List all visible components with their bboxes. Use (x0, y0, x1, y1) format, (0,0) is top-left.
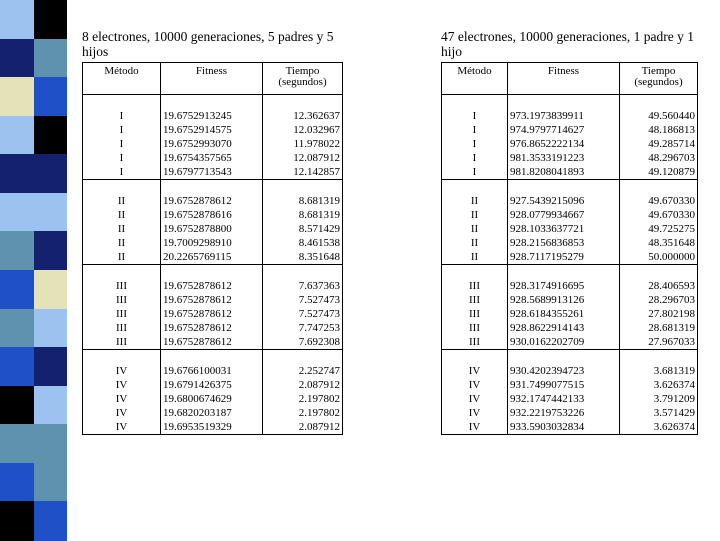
time-cell: 8.351648 (263, 250, 343, 265)
time-cell: 48.296703 (620, 151, 698, 165)
method-cell: I (83, 137, 161, 151)
method-cell: II (442, 250, 508, 265)
method-cell: I (442, 151, 508, 165)
time-cell: 49.560440 (620, 109, 698, 123)
table-row (83, 406, 343, 420)
time-cell: 28.406593 (620, 279, 698, 293)
decorative-stripe (34, 270, 67, 310)
time-cell: 3.626374 (620, 420, 698, 435)
table-row (83, 109, 343, 123)
left-group-spacer (83, 350, 343, 365)
time-cell: 28.296703 (620, 293, 698, 307)
fitness-cell: 19.6953519329 (161, 420, 263, 435)
fitness-cell: 19.6752878612 (161, 321, 263, 335)
time-cell: 12.362637 (263, 109, 343, 123)
method-cell: II (83, 250, 161, 265)
fitness-cell: 932.2219753226 (508, 406, 620, 420)
decorative-stripe (34, 231, 67, 271)
decorative-stripe (34, 116, 67, 156)
fitness-cell: 928.5689913126 (508, 293, 620, 307)
time-cell: 28.681319 (620, 321, 698, 335)
right-header-time: Tiempo (segundos) (620, 63, 698, 95)
method-cell: I (442, 123, 508, 137)
right-caption: 47 electrones, 10000 generaciones, 1 padre y 1 hijo (441, 29, 695, 59)
right-results-table (441, 62, 698, 435)
method-cell: II (442, 236, 508, 250)
left-header-row (83, 63, 343, 95)
method-cell: II (83, 236, 161, 250)
method-cell: III (442, 279, 508, 293)
fitness-cell: 981.3533191223 (508, 151, 620, 165)
fitness-cell: 20.2265769115 (161, 250, 263, 265)
time-cell: 49.670330 (620, 208, 698, 222)
table-row (442, 151, 698, 165)
fitness-cell: 19.6752878612 (161, 335, 263, 350)
fitness-cell: 974.9797714627 (508, 123, 620, 137)
method-cell: I (83, 109, 161, 123)
method-cell: IV (83, 392, 161, 406)
method-cell: II (83, 222, 161, 236)
table-row (442, 406, 698, 420)
fitness-cell: 928.3174916695 (508, 279, 620, 293)
method-cell: III (83, 321, 161, 335)
fitness-cell: 19.6752878612 (161, 194, 263, 208)
table-row (442, 109, 698, 123)
table-row (442, 165, 698, 180)
fitness-cell: 19.6752878612 (161, 293, 263, 307)
time-cell: 12.032967 (263, 123, 343, 137)
left-group-spacer (83, 95, 343, 110)
method-cell: III (83, 335, 161, 350)
method-cell: IV (442, 364, 508, 378)
time-cell: 11.978022 (263, 137, 343, 151)
fitness-cell: 19.6820203187 (161, 406, 263, 420)
fitness-cell: 930.0162202709 (508, 335, 620, 350)
time-cell: 7.527473 (263, 307, 343, 321)
right-group-spacer (442, 95, 698, 110)
fitness-cell: 19.6752878616 (161, 208, 263, 222)
fitness-cell: 19.6752878612 (161, 279, 263, 293)
method-cell: I (442, 137, 508, 151)
fitness-cell: 19.6800674629 (161, 392, 263, 406)
decorative-stripe (0, 501, 34, 541)
table-row (442, 420, 698, 435)
fitness-cell: 928.8622914143 (508, 321, 620, 335)
left-table-block (82, 29, 350, 435)
time-cell: 8.571429 (263, 222, 343, 236)
table-row (83, 307, 343, 321)
fitness-cell: 973.1973839911 (508, 109, 620, 123)
table-row (442, 279, 698, 293)
fitness-cell: 931.7499077515 (508, 378, 620, 392)
table-row (442, 137, 698, 151)
decorative-stripe (0, 77, 34, 117)
table-row (442, 307, 698, 321)
decorative-stripe (0, 270, 34, 310)
table-row (83, 364, 343, 378)
time-cell: 2.197802 (263, 406, 343, 420)
fitness-cell: 928.2156836853 (508, 236, 620, 250)
right-table-block (441, 29, 705, 435)
table-row (442, 364, 698, 378)
decorative-stripe (0, 309, 34, 349)
table-row (83, 208, 343, 222)
fitness-cell: 19.6752913245 (161, 109, 263, 123)
time-cell: 3.571429 (620, 406, 698, 420)
table-row (83, 194, 343, 208)
table-row (83, 293, 343, 307)
fitness-cell: 930.4202394723 (508, 364, 620, 378)
method-cell: III (442, 307, 508, 321)
method-cell: III (83, 279, 161, 293)
method-cell: IV (442, 378, 508, 392)
decorative-stripe (34, 39, 67, 79)
table-row (442, 293, 698, 307)
fitness-cell: 976.8652222134 (508, 137, 620, 151)
fitness-cell: 928.0779934667 (508, 208, 620, 222)
table-row (83, 420, 343, 435)
fitness-cell: 19.6752878800 (161, 222, 263, 236)
decorative-stripe (34, 77, 67, 117)
decorative-stripe (34, 0, 67, 40)
fitness-cell: 928.7117195279 (508, 250, 620, 265)
decorative-stripe (34, 154, 67, 194)
method-cell: II (442, 194, 508, 208)
fitness-cell: 932.1747442133 (508, 392, 620, 406)
method-cell: IV (442, 392, 508, 406)
time-cell: 7.637363 (263, 279, 343, 293)
method-cell: IV (442, 420, 508, 435)
time-cell: 7.527473 (263, 293, 343, 307)
table-row (442, 392, 698, 406)
table-row (83, 392, 343, 406)
time-cell: 27.967033 (620, 335, 698, 350)
method-cell: III (442, 293, 508, 307)
time-cell: 48.186813 (620, 123, 698, 137)
method-cell: III (83, 293, 161, 307)
method-cell: II (442, 222, 508, 236)
table-row (83, 236, 343, 250)
decorative-stripe (0, 116, 34, 156)
method-cell: IV (83, 420, 161, 435)
table-row (83, 250, 343, 265)
method-cell: III (83, 307, 161, 321)
time-cell: 48.351648 (620, 236, 698, 250)
table-row (83, 165, 343, 180)
right-header-row (442, 63, 698, 95)
right-header-fitness: Fitness (508, 63, 620, 95)
table-row (442, 335, 698, 350)
time-cell: 3.626374 (620, 378, 698, 392)
table-row (83, 335, 343, 350)
fitness-cell: 19.6797713543 (161, 165, 263, 180)
right-group-spacer (442, 180, 698, 195)
time-cell: 49.285714 (620, 137, 698, 151)
fitness-cell: 933.5903032834 (508, 420, 620, 435)
decorative-stripe (0, 193, 34, 233)
table-row (442, 321, 698, 335)
decorative-stripe (0, 463, 34, 503)
fitness-cell: 928.6184355261 (508, 307, 620, 321)
right-group-spacer (442, 350, 698, 365)
table-row (442, 250, 698, 265)
fitness-cell: 19.6752878612 (161, 307, 263, 321)
table-row (83, 151, 343, 165)
right-group-spacer (442, 265, 698, 280)
time-cell: 2.252747 (263, 364, 343, 378)
time-cell: 49.120879 (620, 165, 698, 180)
decorative-stripe (34, 386, 67, 426)
decorative-stripe (0, 39, 34, 79)
decorative-stripe-bar (0, 0, 67, 540)
fitness-cell: 19.7009298910 (161, 236, 263, 250)
method-cell: IV (442, 406, 508, 420)
decorative-stripe (0, 231, 34, 271)
left-results-table (82, 62, 343, 435)
left-group-spacer (83, 180, 343, 195)
fitness-cell: 928.1033637721 (508, 222, 620, 236)
decorative-stripe (0, 347, 34, 387)
method-cell: II (83, 208, 161, 222)
left-header-time: Tiempo (segundos) (263, 63, 343, 95)
decorative-stripe (0, 386, 34, 426)
method-cell: IV (83, 378, 161, 392)
table-row (83, 123, 343, 137)
left-header-fitness: Fitness (161, 63, 263, 95)
table-row (83, 222, 343, 236)
table-row (442, 222, 698, 236)
method-cell: III (442, 335, 508, 350)
method-cell: I (83, 123, 161, 137)
time-cell: 12.142857 (263, 165, 343, 180)
table-row (83, 137, 343, 151)
time-cell: 49.670330 (620, 194, 698, 208)
table-row (442, 208, 698, 222)
fitness-cell: 981.8208041893 (508, 165, 620, 180)
fitness-cell: 19.6752914575 (161, 123, 263, 137)
time-cell: 50.000000 (620, 250, 698, 265)
time-cell: 7.747253 (263, 321, 343, 335)
decorative-stripe (34, 501, 67, 541)
time-cell: 3.791209 (620, 392, 698, 406)
fitness-cell: 19.6752993070 (161, 137, 263, 151)
decorative-stripe (34, 347, 67, 387)
time-cell: 27.802198 (620, 307, 698, 321)
method-cell: IV (83, 406, 161, 420)
time-cell: 8.681319 (263, 208, 343, 222)
time-cell: 3.681319 (620, 364, 698, 378)
time-cell: 8.681319 (263, 194, 343, 208)
decorative-stripe (34, 309, 67, 349)
table-row (442, 194, 698, 208)
method-cell: I (83, 165, 161, 180)
time-cell: 7.692308 (263, 335, 343, 350)
fitness-cell: 19.6766100031 (161, 364, 263, 378)
table-row (83, 321, 343, 335)
left-caption: 8 electrones, 10000 generaciones, 5 padres y 5 hijos (82, 29, 334, 59)
left-header-method: Método (83, 63, 161, 95)
time-cell: 2.087912 (263, 420, 343, 435)
method-cell: III (442, 321, 508, 335)
method-cell: I (83, 151, 161, 165)
method-cell: II (442, 208, 508, 222)
left-group-spacer (83, 265, 343, 280)
method-cell: IV (83, 364, 161, 378)
time-cell: 2.197802 (263, 392, 343, 406)
table-row (442, 378, 698, 392)
method-cell: II (83, 194, 161, 208)
table-row (83, 279, 343, 293)
method-cell: I (442, 165, 508, 180)
time-cell: 8.461538 (263, 236, 343, 250)
decorative-stripe (34, 463, 67, 503)
decorative-stripe (34, 424, 67, 464)
time-cell: 2.087912 (263, 378, 343, 392)
decorative-stripe (0, 424, 34, 464)
time-cell: 49.725275 (620, 222, 698, 236)
decorative-stripe (0, 0, 34, 40)
right-header-method: Método (442, 63, 508, 95)
table-row (442, 236, 698, 250)
time-cell: 12.087912 (263, 151, 343, 165)
table-row (83, 378, 343, 392)
table-row (442, 123, 698, 137)
method-cell: I (442, 109, 508, 123)
fitness-cell: 927.5439215096 (508, 194, 620, 208)
fitness-cell: 19.6791426375 (161, 378, 263, 392)
fitness-cell: 19.6754357565 (161, 151, 263, 165)
decorative-stripe (0, 154, 34, 194)
decorative-stripe (34, 193, 67, 233)
